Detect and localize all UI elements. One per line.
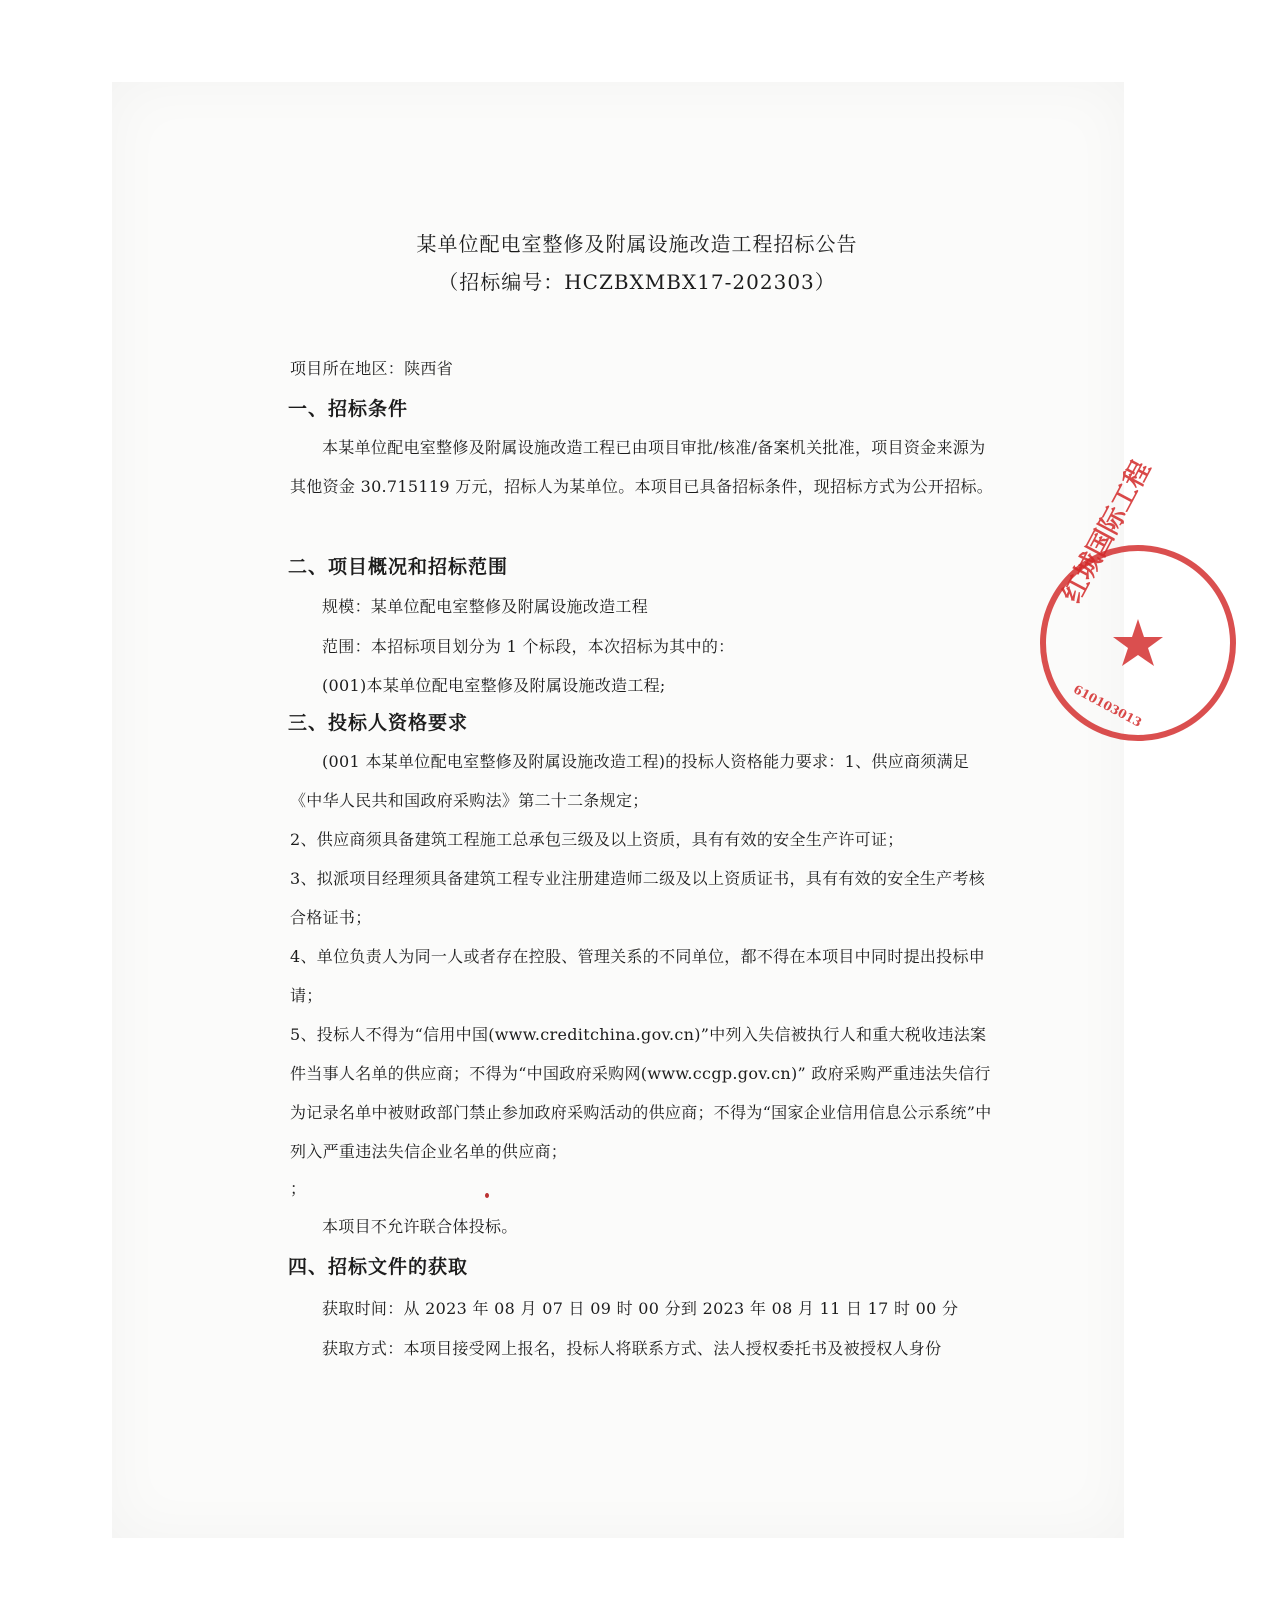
consortium-note: 本项目不允许联合体投标。: [322, 1217, 518, 1236]
section-heading-2: 二、项目概况和招标范围: [288, 556, 509, 578]
section-heading-4: 四、招标文件的获取: [288, 1256, 469, 1278]
seal-number: 610103013: [1071, 682, 1145, 730]
lot-item: (001)本某单位配电室整修及附属设施改造工程;: [322, 676, 666, 695]
requirement-2: 2、供应商须具备建筑工程施工总承包三级及以上资质，具有有效的安全生产许可证；: [290, 830, 904, 849]
requirement-5: 5、投标人不得为“信用中国(www.creditchina.gov.cn)”中列入失信被执行人和重大税收违法案件当事人名单的供应商；不得为“中国政府采购网(www.ccgp.gov.cn)” 政府采购严重违法失信行为记录名单中被财政部门禁止参加政府采购活动的供应商；不得为“国家企业信用信息公示系统”中列入严重违法失信企业名单的供应商；: [290, 1025, 992, 1161]
project-region: 项目所在地区：陕西省: [290, 359, 454, 378]
acquisition-method: 获取方式：本项目接受网上报名，投标人将联系方式、法人授权委托书及被授权人身份: [322, 1339, 942, 1358]
section-heading-1: 一、招标条件: [288, 398, 409, 420]
requirement-1: (001 本某单位配电室整修及附属设施改造工程)的投标人资格能力要求：1、供应商须满足《中华人民共和国政府采购法》第二十二条规定；: [290, 752, 970, 810]
section-heading-3: 三、投标人资格要求: [288, 712, 469, 734]
ink-speck: [485, 1193, 489, 1198]
requirement-3: 3、拟派项目经理须具备建筑工程专业注册建造师二级及以上资质证书，具有有效的安全生产考核合格证书；: [290, 869, 986, 927]
requirement-4: 4、单位负责人为同一人或者存在控股、管理关系的不同单位，都不得在本项目中同时提出投标申请；: [290, 947, 986, 1005]
seal-text: 红城国际工程: [1057, 456, 1158, 608]
tender-code: （招标编号：HCZBXMBX17-202303）: [438, 270, 836, 294]
stray-semicolon: ；: [290, 1179, 307, 1198]
project-scale: 规模：某单位配电室整修及附属设施改造工程: [322, 597, 649, 616]
document-title: 某单位配电室整修及附属设施改造工程招标公告: [416, 232, 858, 256]
project-scope: 范围：本招标项目划分为 1 个标段，本次招标为其中的：: [322, 637, 735, 656]
acquisition-time: 获取时间：从 2023 年 08 月 07 日 09 时 00 分到 2023 年 08 月 11 日 17 时 00 分: [322, 1299, 959, 1318]
section1-paragraph: 本某单位配电室整修及附属设施改造工程已由项目审批/核准/备案机关批准，项目资金来源为其他资金 30.715119 万元，招标人为某单位。本项目已具备招标条件，现招标方式为公开招标。: [290, 438, 994, 496]
